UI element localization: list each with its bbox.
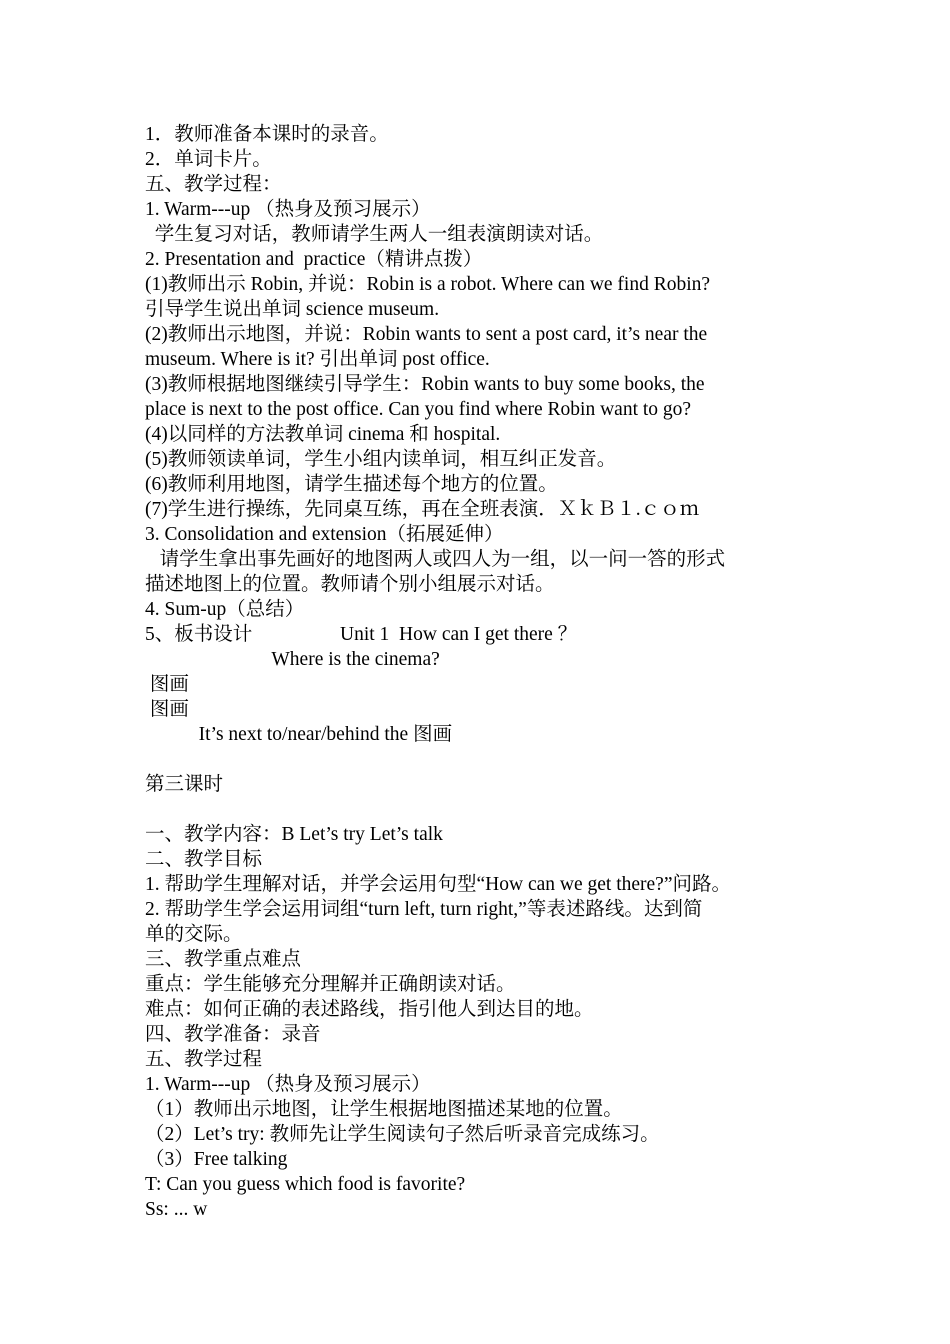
- blank-line: [145, 747, 825, 772]
- blackboard-design-line: 5、板书设计 Unit 1 How can I get there ？: [145, 624, 578, 645]
- text-line: museum. Where is it? 引出单词 post office.: [145, 349, 490, 370]
- text-line: place is next to the post office. Can you find where Robin want to go?: [145, 399, 692, 420]
- text-line: (2)教师出示地图，并说：Robin wants to sent a post card, it’s near the: [145, 324, 708, 345]
- document-body: [145, 122, 825, 1222]
- dialogue-line: T: Can you guess which food is favorite?: [145, 1174, 466, 1195]
- text-line: 1．教师准备本课时的录音。: [145, 124, 389, 145]
- section-heading: 二、教学目标: [145, 849, 263, 870]
- section-heading: 四、教学准备：录音: [145, 1024, 321, 1045]
- text-line: 难点：如何正确的表述路线，指引他人到达目的地。: [145, 999, 594, 1020]
- lesson-title: 第三课时: [145, 774, 224, 795]
- text-line: (4)以同样的方法教单词 cinema 和 hospital.: [145, 424, 501, 445]
- blackboard-design-line: Where is the cinema?: [145, 649, 440, 670]
- step-heading: 3. Consolidation and extension（拓展延伸）: [145, 524, 504, 545]
- blackboard-design-line: 图画: [145, 699, 189, 720]
- blank-line: [145, 797, 825, 822]
- text-line: (1)教师出示 Robin, 并说：Robin is a robot. Where can we find Robin?: [145, 274, 711, 295]
- text-line: 重点：学生能够充分理解并正确朗读对话。: [145, 974, 516, 995]
- text-line: (7)学生进行操练，先同桌互练，再在全班表演．ＸｋＢ１.ｃｏｍ: [145, 499, 700, 520]
- section-heading: 五、教学过程：: [145, 174, 282, 195]
- step-heading: 2. Presentation and practice（精讲点拨）: [145, 249, 483, 270]
- step-heading: 1. Warm---up （热身及预习展示）: [145, 199, 431, 220]
- text-line: (5)教师领读单词，学生小组内读单词，相互纠正发音。: [145, 449, 617, 470]
- text-line: (3)教师根据地图继续引导学生：Robin wants to buy some books, the: [145, 374, 705, 395]
- step-heading: 1. Warm---up （热身及预习展示）: [145, 1074, 431, 1095]
- text-line: 2．单词卡片。: [145, 149, 272, 170]
- text-line: （3）Free talking: [145, 1149, 288, 1170]
- text-line: 引导学生说出单词 science museum.: [145, 299, 440, 320]
- text-line: (6)教师利用地图，请学生描述每个地方的位置。: [145, 474, 558, 495]
- section-heading: 一、教学内容：B Let’s try Let’s talk: [145, 824, 443, 845]
- section-heading: 三、教学重点难点: [145, 949, 302, 970]
- text-line: （2）Let’s try: 教师先让学生阅读句子然后听录音完成练习。: [145, 1124, 660, 1145]
- blackboard-design-line: It’s next to/near/behind the 图画: [145, 724, 453, 745]
- blackboard-design-line: 图画: [145, 674, 189, 695]
- text-line: 单的交际。: [145, 924, 243, 945]
- text-line: 描述地图上的位置。教师请个别小组展示对话。: [145, 574, 555, 595]
- text-line: 学生复习对话，教师请学生两人一组表演朗读对话。: [145, 224, 604, 245]
- step-heading: 4. Sum-up（总结）: [145, 599, 305, 620]
- text-line: （1）教师出示地图，让学生根据地图描述某地的位置。: [145, 1099, 623, 1120]
- text-line: 1. 帮助学生理解对话，并学会运用句型“How can we get there?”问路。: [145, 874, 731, 895]
- text-line: 请学生拿出事先画好的地图两人或四人为一组，以一问一答的形式: [145, 549, 726, 570]
- dialogue-line: Ss: ... w: [145, 1199, 208, 1220]
- text-line: 2. 帮助学生学会运用词组“turn left, turn right,”等表述路线。达到简: [145, 899, 703, 920]
- section-heading: 五、教学过程: [145, 1049, 263, 1070]
